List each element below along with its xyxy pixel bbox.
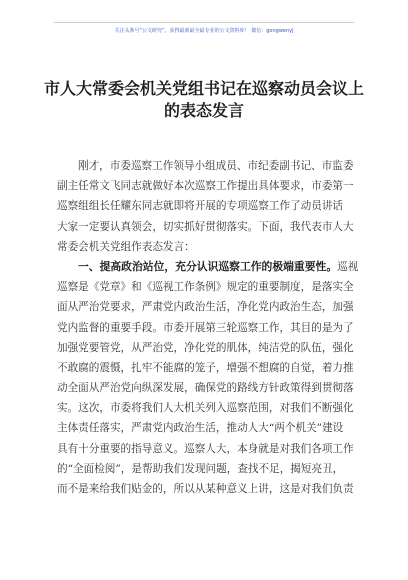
body-line: 实。这次，市委将我们人大机关列入巡察范围，对我们不断强化 [57, 402, 354, 415]
body-line: 动全面从严治党向纵深发展，确保党的路线方针政策得到贯彻落 [57, 382, 354, 395]
body-line: 副主任常文飞同志就做好本次巡察工作提出具体要求，市委第一 [57, 180, 354, 193]
body-line: 主体责任落实，严肃党内政治生活，推动人大“两个机关”建设 [57, 422, 344, 435]
body-line: 巡察组组长任耀东同志就即将开展的专项巡察工作了动员讲话 [57, 200, 344, 213]
body-line: 常委会机关党组作表态发言： [57, 240, 195, 253]
title-line-1: 市人大常委会机关党组书记在巡察动员会议上 [43, 79, 364, 98]
body-line: 具有十分重要的指导意义。巡察人大，本身就是对我们各项工作 [57, 442, 354, 455]
document-body [57, 156, 359, 499]
section-heading: 一、提高政治站位，充分认识巡察工作的极端重要性。 [78, 259, 338, 273]
body-line: 巡察是《党章》和《巡视工作条例》规定的重要制度，是落实全 [57, 281, 354, 294]
body-line: 大家一定要认真领会，切实抓好贯彻落实。下面，我代表市人大 [57, 220, 354, 233]
body-line: 而不是来给我们贴金的，所以从某种意义上讲，这是对我们负责 [57, 483, 354, 495]
section-heading-line [57, 257, 359, 277]
section-heading-tail: 巡视 [337, 260, 359, 273]
document-title [34, 78, 374, 122]
body-line: 党内监督的重要手段。市委开展第三轮巡察工作，其目的是为了 [57, 321, 354, 334]
title-line-2: 的表态发言 [163, 101, 244, 120]
promo-banner: 关注头条号“公文研究”，获得最新最全最专业的公文资料库！ 微信：gongwenyj [114, 28, 294, 34]
body-line: 面从严治党要求，严肃党内政治生活，净化党内政治生态，加强 [57, 301, 354, 314]
body-line: 加强党要管党，从严治党，净化党的肌体，纯洁党的队伍，强化 [57, 341, 354, 354]
header-divider [54, 22, 354, 23]
body-line: 不敢腐的震慑，扎牢不能腐的笼子，增强不想腐的自觉，着力推 [57, 361, 354, 374]
body-line: 刚才，市委巡察工作领导小组成员、市纪委副书记、市监委 [78, 160, 354, 172]
body-line: 的“全面检阅”，是帮助我们发现问题，查找不足，揭短亮丑， [57, 462, 344, 475]
